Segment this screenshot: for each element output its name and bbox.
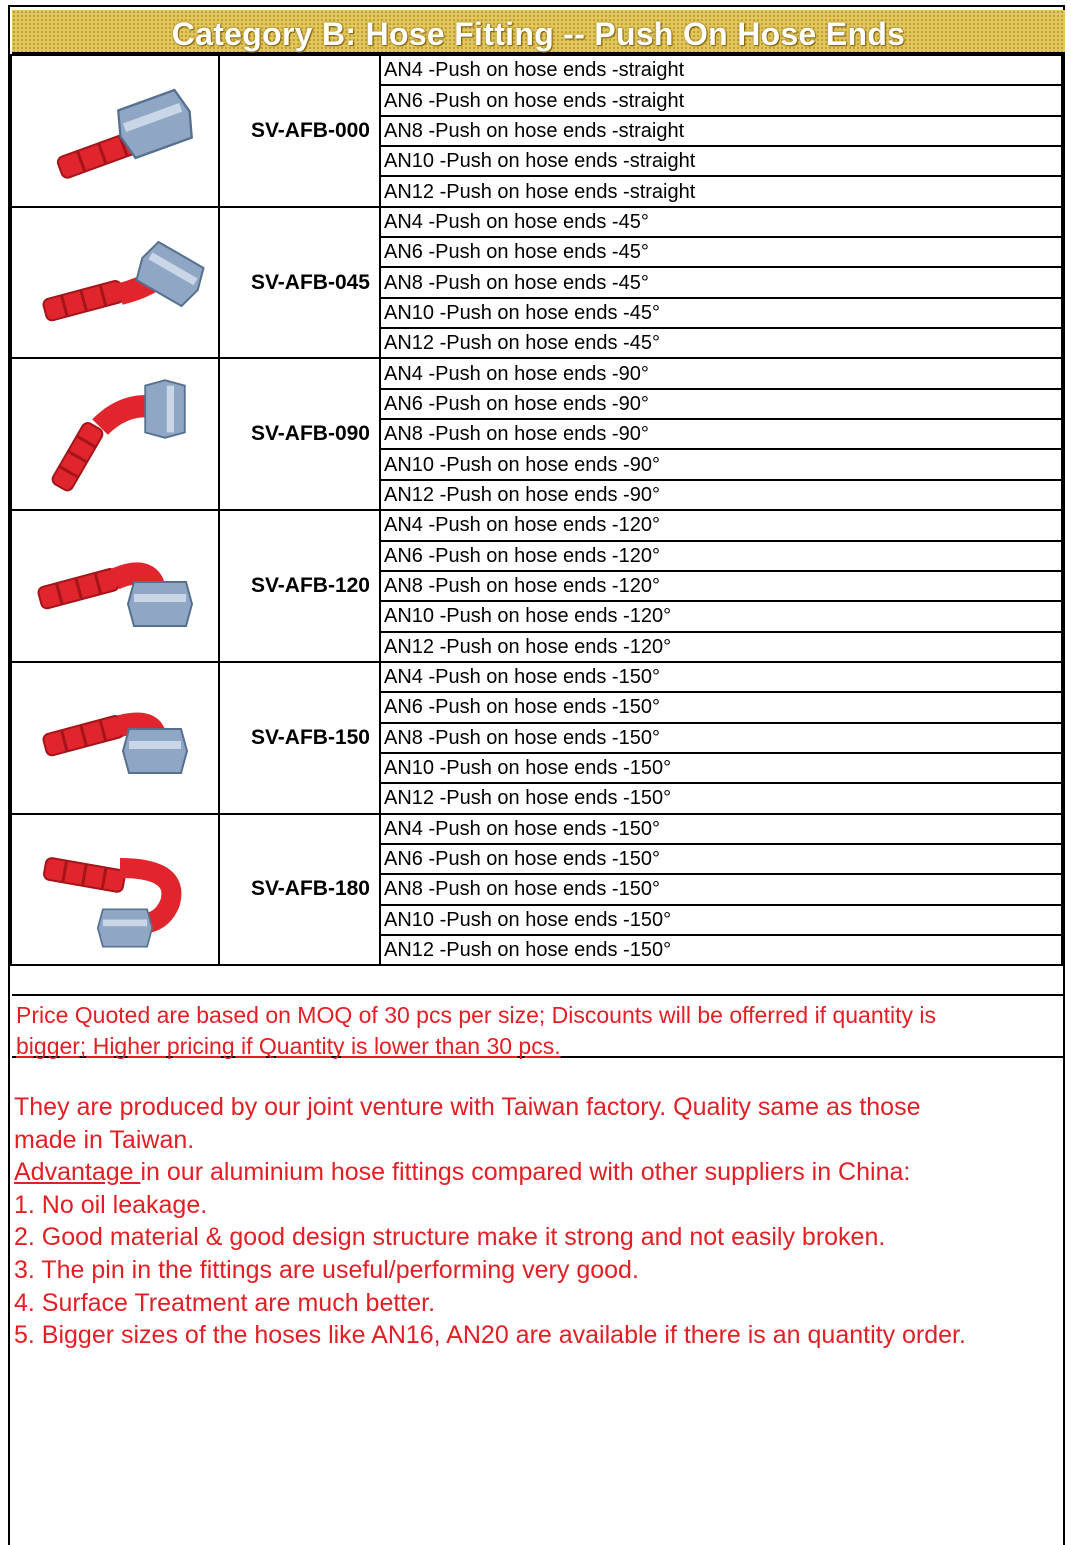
- product-code: SV-AFB-000: [219, 55, 380, 207]
- size-description: AN12 -Push on hose ends -120°: [380, 632, 1062, 662]
- category-banner: [12, 10, 1065, 54]
- size-description: AN6 -Push on hose ends -120°: [380, 541, 1062, 571]
- table-row: [11, 55, 1062, 85]
- size-description: AN10 -Push on hose ends -45°: [380, 298, 1062, 328]
- advantage-line: [14, 1156, 1059, 1189]
- empty-row: [12, 964, 1065, 996]
- size-description: AN6 -Push on hose ends -150°: [380, 844, 1062, 874]
- size-description: AN8 -Push on hose ends -120°: [380, 571, 1062, 601]
- advantage-notes: [14, 1091, 1059, 1352]
- size-description: AN8 -Push on hose ends -150°: [380, 723, 1062, 753]
- 150-degree-push-on-fitting-image: [30, 671, 205, 801]
- product-image-cell: [11, 358, 219, 510]
- 180-degree-push-on-fitting-image: [30, 823, 205, 953]
- size-description: AN12 -Push on hose ends -150°: [380, 935, 1062, 965]
- product-code: SV-AFB-150: [219, 662, 380, 814]
- table-row: [11, 358, 1062, 388]
- price-sheet: [8, 5, 1065, 1545]
- product-code: SV-AFB-180: [219, 814, 380, 966]
- 90-degree-push-on-fitting-image: [30, 367, 205, 497]
- 120-degree-push-on-fitting-image: [30, 519, 205, 649]
- size-description: AN6 -Push on hose ends -150°: [380, 692, 1062, 722]
- size-description: AN4 -Push on hose ends -120°: [380, 510, 1062, 540]
- table-row: [11, 662, 1062, 692]
- size-description: AN10 -Push on hose ends -120°: [380, 601, 1062, 631]
- moq-line1: Price Quoted are based on MOQ of 30 pcs per size; Discounts will be offerred if quantity is: [16, 1002, 937, 1028]
- size-description: AN4 -Push on hose ends -45°: [380, 207, 1062, 237]
- advantage-point: 4. Surface Treatment are much better.: [14, 1288, 436, 1317]
- size-description: AN8 -Push on hose ends -45°: [380, 267, 1062, 297]
- size-description: AN12 -Push on hose ends -straight: [380, 176, 1062, 206]
- advantage-point: 3. The pin in the fittings are useful/performing very good.: [14, 1255, 639, 1284]
- size-description: AN4 -Push on hose ends -150°: [380, 814, 1062, 844]
- table-row: [11, 207, 1062, 237]
- moq-text: [16, 1000, 1056, 1062]
- size-description: AN10 -Push on hose ends -90°: [380, 449, 1062, 479]
- size-description: AN4 -Push on hose ends -straight: [380, 55, 1062, 85]
- size-description: AN12 -Push on hose ends -150°: [380, 783, 1062, 813]
- table-row: [11, 814, 1062, 844]
- size-description: AN8 -Push on hose ends -90°: [380, 419, 1062, 449]
- moq-notice: [12, 996, 1065, 1058]
- size-description: AN10 -Push on hose ends -150°: [380, 905, 1062, 935]
- 45-degree-push-on-fitting-image: [30, 216, 205, 346]
- size-description: AN6 -Push on hose ends -straight: [380, 85, 1062, 115]
- table-row: [11, 510, 1062, 540]
- product-image-cell: [11, 55, 219, 207]
- product-image-cell: [11, 662, 219, 814]
- size-description: AN12 -Push on hose ends -45°: [380, 328, 1062, 358]
- size-description: AN8 -Push on hose ends -150°: [380, 874, 1062, 904]
- advantage-point: 1. No oil leakage.: [14, 1190, 208, 1219]
- size-description: AN10 -Push on hose ends -150°: [380, 753, 1062, 783]
- advantage-word: Advantage: [14, 1158, 141, 1187]
- size-description: AN4 -Push on hose ends -150°: [380, 662, 1062, 692]
- intro-line2: made in Taiwan.: [14, 1125, 195, 1154]
- product-code: SV-AFB-045: [219, 207, 380, 359]
- advantage-point: 2. Good material & good design structure make it strong and not easily broken.: [14, 1223, 886, 1252]
- size-description: AN4 -Push on hose ends -90°: [380, 358, 1062, 388]
- straight-push-on-fitting-image: [30, 64, 205, 194]
- intro-line1: They are produced by our joint venture with Taiwan factory. Quality same as those: [14, 1093, 921, 1121]
- advantage-rest: in our aluminium hose fittings compared with other suppliers in China:: [140, 1158, 911, 1187]
- product-image-cell: [11, 510, 219, 662]
- size-description: AN8 -Push on hose ends -straight: [380, 116, 1062, 146]
- product-image-cell: [11, 207, 219, 359]
- size-description: AN12 -Push on hose ends -90°: [380, 480, 1062, 510]
- product-table: [10, 54, 1063, 966]
- size-description: AN6 -Push on hose ends -45°: [380, 237, 1062, 267]
- product-image-cell: [11, 814, 219, 966]
- size-description: AN6 -Push on hose ends -90°: [380, 389, 1062, 419]
- category-title: Category B: Hose Fitting -- Push On Hose Ends: [171, 16, 906, 52]
- size-description: AN10 -Push on hose ends -straight: [380, 146, 1062, 176]
- product-code: SV-AFB-090: [219, 358, 380, 510]
- moq-line2: bigger; Higher pricing if Quantity is lower than 30 pcs.: [16, 1033, 561, 1059]
- advantage-point: 5. Bigger sizes of the hoses like AN16, AN20 are available if there is an quantity order.: [14, 1321, 966, 1350]
- product-code: SV-AFB-120: [219, 510, 380, 662]
